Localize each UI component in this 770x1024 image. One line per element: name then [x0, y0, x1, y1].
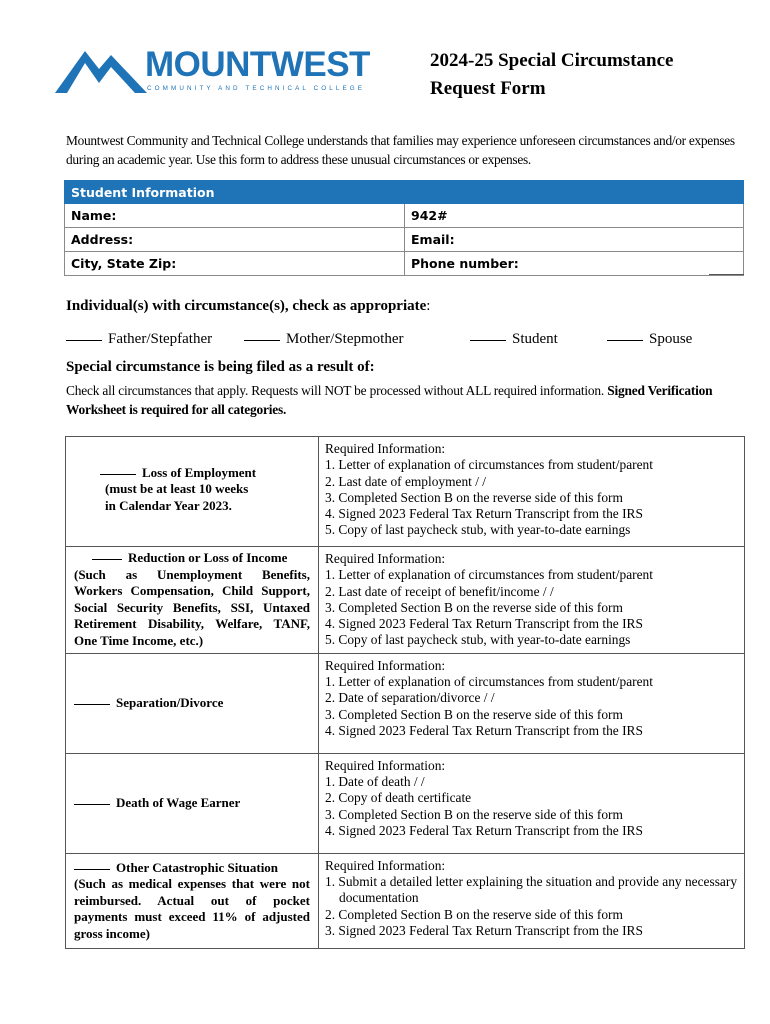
death-of-wage-earner-cell[interactable]: Death of Wage Earner — [66, 753, 319, 853]
loss-of-employment-requirements: Required Information: 1. Letter of explanation of circumstances from student/parent 2. Last date of employment / / 3. Completed Section B on the reverse side of this form 4. Signed 2023 Federal Tax Return Transcript from the IRS 5. Copy of last paycheck stub, with year-to-date earnings — [319, 437, 745, 547]
circumstances-table — [65, 436, 745, 949]
special-note: Check all circumstances that apply. Requests will NOT be processed without ALL required information. Signed Verification Worksheet is required for all categories. — [66, 383, 713, 417]
check-mother[interactable]: Mother/Stepmother — [244, 331, 403, 348]
student-info-table — [64, 180, 744, 276]
logo-subtitle: COMMUNITY AND TECHNICAL COLLEGE — [147, 85, 366, 92]
phone-field[interactable]: Phone number: — [405, 252, 744, 276]
special-heading: Special circumstance is being filed as a result of: — [66, 359, 375, 375]
logo-wordmark: MOUNTWEST — [145, 45, 370, 84]
form-title — [430, 47, 750, 103]
death-of-wage-earner-requirements: Required Information: 1. Date of death / / 2. Copy of death certificate 3. Completed Section B on the reserve side of this form 4. Signed 2023 Federal Tax Return Transcript from the IRS — [319, 753, 745, 853]
other-catastrophic-requirements: Required Information: 1. Submit a detailed letter explaining the situation and provide any necessary documentation 2. Completed Section B on the reserve side of this form 3. Signed 2023 Federal Tax Return Transcript from the IRS — [319, 853, 745, 948]
loss-of-employment-cell[interactable]: Loss of Employment (must be at least 10 weeks in Calendar Year 2023. — [66, 437, 319, 547]
check-student[interactable]: Student — [470, 331, 558, 348]
separation-divorce-cell[interactable]: Separation/Divorce — [66, 653, 319, 753]
city-state-zip-field[interactable]: City, State Zip: — [65, 252, 405, 276]
email-field[interactable]: Email: — [405, 228, 744, 252]
student-id-field[interactable]: 942# — [405, 204, 744, 228]
reduction-of-income-requirements: Required Information: 1. Letter of explanation of circumstances from student/parent 2. Last date of receipt of benefit/income / / 3. Completed Section B on the reverse side of this form 4. Signed 2023 Federal Tax Return Transcript from the IRS 5. Copy of last paycheck stub, with year-to-date earnings — [319, 547, 745, 654]
form-title-line2: Request Form — [430, 78, 546, 99]
individuals-heading: Individual(s) with circumstance(s), check as appropriate: — [66, 298, 431, 314]
mountain-logo-icon — [55, 45, 147, 97]
other-catastrophic-cell[interactable]: Other Catastrophic Situation (Such as medical expenses that were not reimbursed. Actual out of pocket payments must exceed 11% of adjusted gross income) — [66, 853, 319, 948]
check-spouse[interactable]: Spouse — [607, 331, 692, 348]
separation-divorce-requirements: Required Information: 1. Letter of explanation of circumstances from student/parent 2. Date of separation/divorce / / 3. Completed Section B on the reserve side of this form 4. Signed 2023 Federal Tax Return Transcript from the IRS — [319, 653, 745, 753]
address-field[interactable]: Address: — [65, 228, 405, 252]
table-row — [66, 547, 745, 654]
check-father[interactable]: Father/Stepfather — [66, 331, 212, 348]
table-row — [66, 753, 745, 853]
form-title-line1: 2024-25 Special Circumstance — [430, 50, 674, 71]
table-row — [66, 437, 745, 547]
name-field[interactable]: Name: — [65, 204, 405, 228]
student-info-header: Student Information — [65, 181, 744, 204]
table-row — [66, 853, 745, 948]
phone-underline — [709, 274, 744, 275]
table-row — [66, 653, 745, 753]
college-logo — [55, 45, 375, 97]
reduction-of-income-cell[interactable]: Reduction or Loss of Income (Such as Unemployment Benefits, Workers Compensation, Child Support, Social Security Benefits, SSI, Untaxed Retirement Disability, Welfare, TANF, One Time Income, etc.) — [66, 547, 319, 654]
intro-paragraph: Mountwest Community and Technical College understands that families may experience unforeseen circumstances and/or expenses during an academic year. Use this form to address these unusual circumstances or expenses. — [66, 133, 735, 167]
